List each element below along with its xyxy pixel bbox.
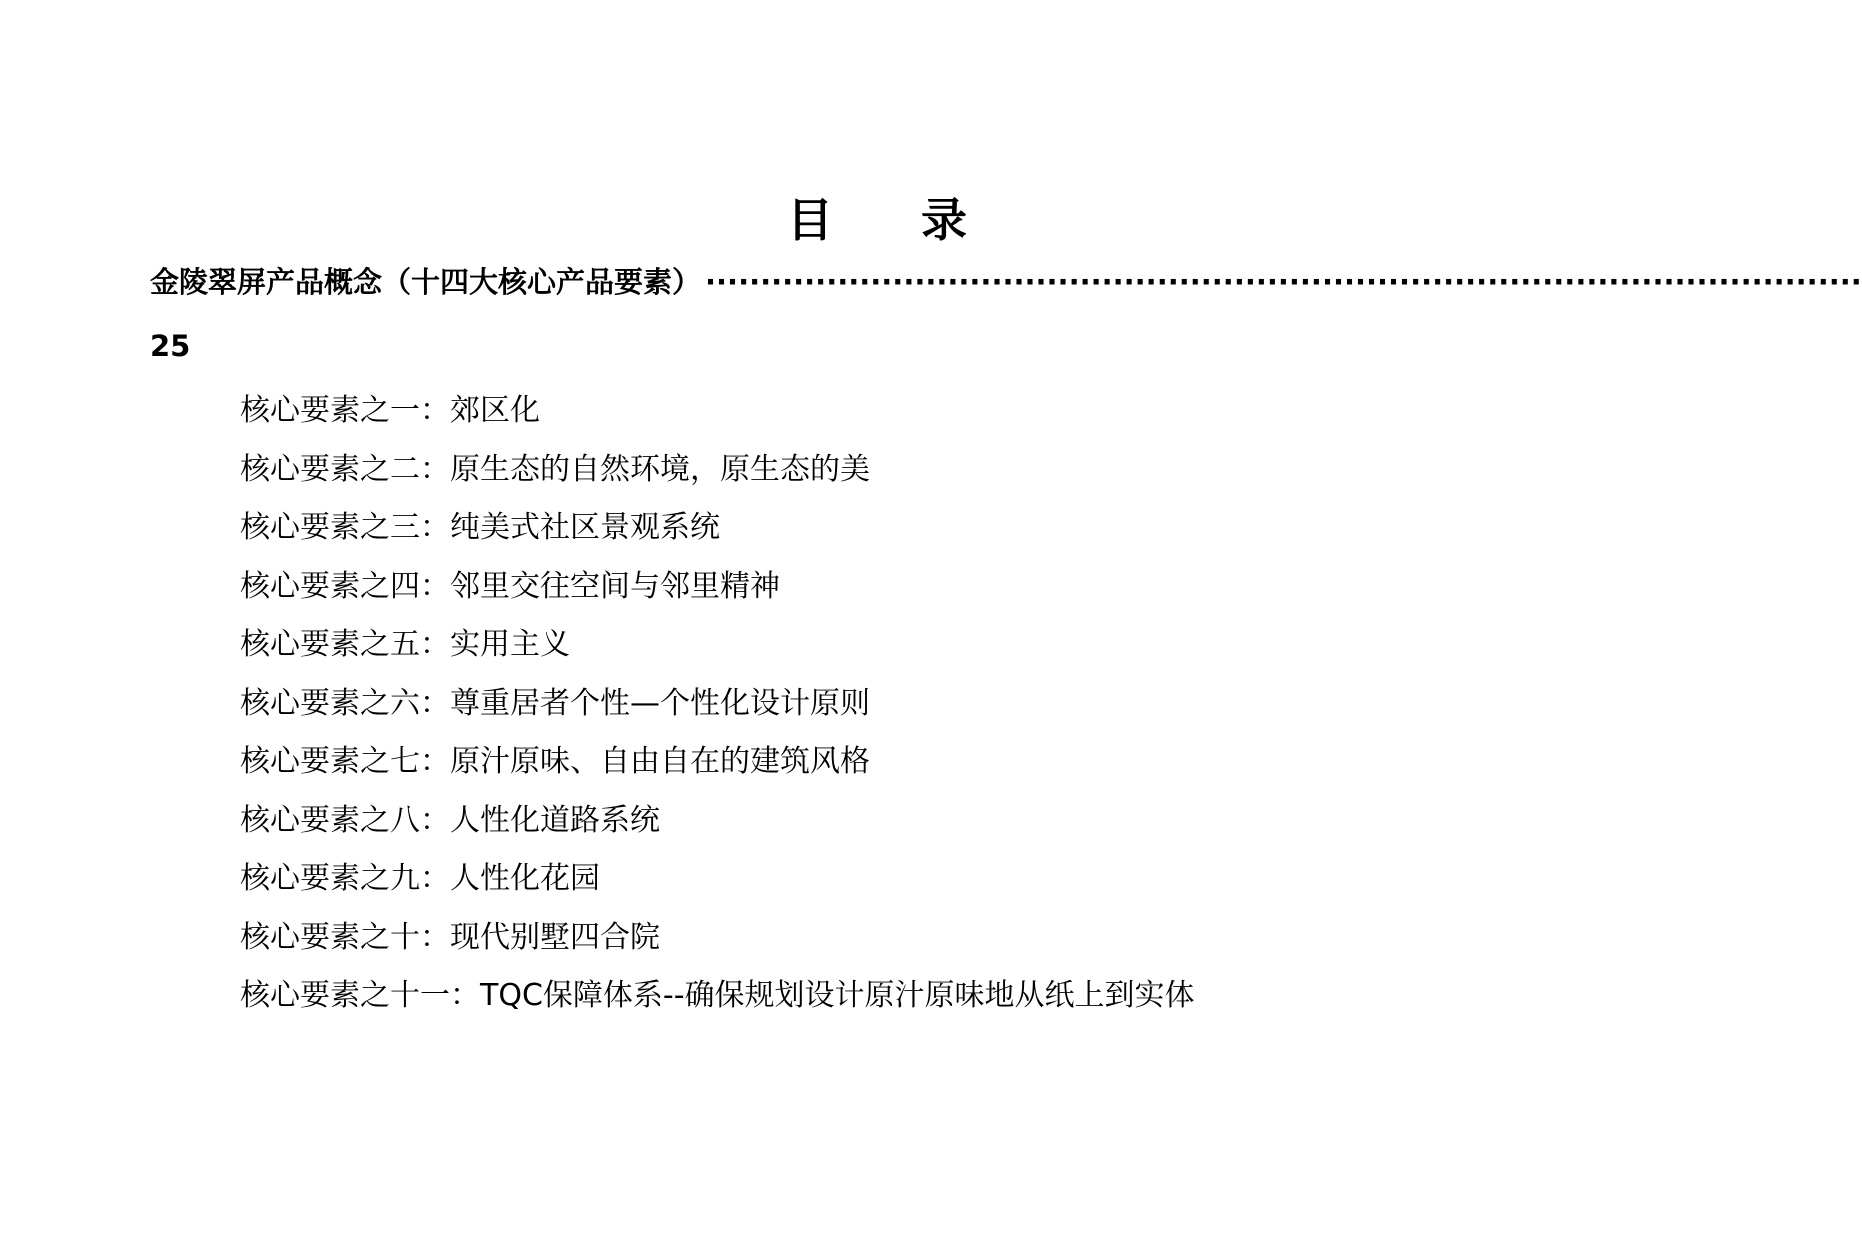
toc-dot-leader: ········································································································· bbox=[705, 265, 1862, 299]
toc-subitem[interactable]: 核心要素之三：纯美式社区景观系统 bbox=[240, 510, 720, 545]
toc-subitem-list bbox=[240, 382, 1195, 1026]
toc-section-entry[interactable] bbox=[150, 262, 1862, 302]
toc-subitem[interactable]: 核心要素之七：原汁原味、自由自在的建筑风格 bbox=[240, 744, 870, 779]
toc-subitem[interactable]: 核心要素之二：原生态的自然环境，原生态的美 bbox=[240, 451, 870, 487]
toc-subitem[interactable]: 核心要素之八：人性化道路系统 bbox=[240, 802, 660, 838]
toc-section-label: 金陵翠屏产品概念（十四大核心产品要素） bbox=[150, 265, 702, 299]
toc-subitem[interactable]: 核心要素之十一：TQC保障体系--确保规划设计原汁原味地从纸上到实体 bbox=[240, 978, 1195, 1013]
toc-section-page-number: 25 bbox=[150, 329, 191, 363]
toc-subitem[interactable]: 核心要素之六：尊重居者个性—个性化设计原则 bbox=[240, 685, 870, 721]
toc-subitem[interactable]: 核心要素之一：郊区化 bbox=[240, 393, 540, 428]
toc-subitem[interactable]: 核心要素之五：实用主义 bbox=[240, 627, 570, 662]
toc-subitem[interactable]: 核心要素之四：邻里交往空间与邻里精神 bbox=[240, 568, 780, 604]
toc-subitem[interactable]: 核心要素之十：现代别墅四合院 bbox=[240, 919, 660, 955]
toc-subitem[interactable]: 核心要素之九：人性化花园 bbox=[240, 861, 600, 896]
toc-title: 目 录 bbox=[786, 193, 1003, 247]
